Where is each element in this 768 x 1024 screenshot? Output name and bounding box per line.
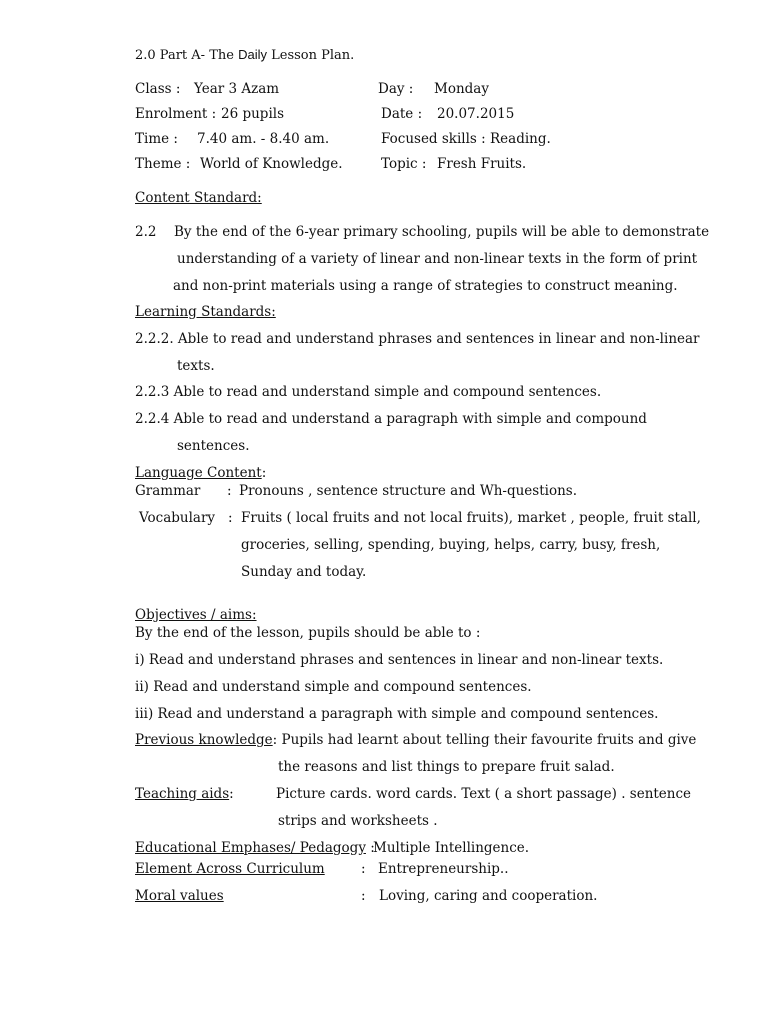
grammar-value: Pronouns , sentence structure and Wh-questions. (239, 483, 578, 499)
page-title: 2.0 Part A- The Daily Lesson Plan. (135, 47, 355, 63)
learning-standard-item: 2.2.4 Able to read and understand a paragraph with simple and compound (135, 411, 647, 427)
learning-standard-item: texts. (177, 358, 215, 374)
element-across-colon: : (361, 861, 366, 877)
theme-value: World of Knowledge. (200, 156, 343, 172)
moral-values-value: Loving, caring and cooperation. (379, 888, 598, 904)
element-across-value: Entrepreneurship.. (378, 861, 509, 877)
learning-standard-item: 2.2.3 Able to read and understand simple and compound sentences. (135, 384, 602, 400)
moral-values-colon: : (361, 888, 366, 904)
content-standard-line: and non-print materials using a range of strategies to construct meaning. (173, 278, 678, 294)
objectives-intro: By the end of the lesson, pupils should be able to : (135, 625, 481, 641)
enrolment-value: 26 pupils (221, 106, 285, 122)
content-standard-line: By the end of the 6-year primary schooling, pupils will be able to demonstrate (174, 224, 710, 240)
time-value: 7.40 am. - 8.40 am. (197, 131, 330, 147)
objective-item: iii) Read and understand a paragraph with simple and compound sentences. (135, 706, 659, 722)
vocabulary-line: Fruits ( local fruits and not local fruits), market , people, fruit stall, (241, 510, 701, 526)
date-label: Date : (381, 106, 423, 122)
day-value: Monday (434, 81, 489, 97)
focused-skills-label: Focused skills : (381, 131, 486, 147)
previous-knowledge: Previous knowledge: Pupils had learnt about telling their favourite fruits and give (135, 732, 697, 748)
theme-label: Theme : (135, 156, 191, 172)
teaching-aids-label: Teaching aids: (135, 786, 234, 802)
objectives-heading: Objectives / aims: (135, 607, 257, 623)
content-standard-line: understanding of a variety of linear and non-linear texts in the form of print (177, 251, 698, 267)
content-standard-number: 2.2 (135, 224, 157, 240)
language-content-heading: Language Content: (135, 465, 267, 481)
focused-skills-value: Reading. (490, 131, 551, 147)
objective-item: ii) Read and understand simple and compound sentences. (135, 679, 532, 695)
learning-standard-item: sentences. (177, 438, 250, 454)
moral-values-label: Moral values (135, 888, 224, 904)
objective-item: i) Read and understand phrases and sentences in linear and non-linear texts. (135, 652, 664, 668)
topic-label: Topic : (381, 156, 427, 172)
grammar-colon: : (227, 483, 232, 499)
vocabulary-line: groceries, selling, spending, buying, helps, carry, busy, fresh, (241, 537, 661, 553)
time-label: Time : (135, 131, 178, 147)
grammar-label: Grammar (135, 483, 201, 499)
teaching-aids-line: strips and worksheets . (278, 813, 438, 829)
educational-emphases: Educational Emphases/ Pedagogy : (135, 840, 375, 856)
element-across-label: Element Across Curriculum (135, 861, 325, 877)
enrolment-label: Enrolment : (135, 106, 217, 122)
class-value: Year 3 Azam (194, 81, 280, 97)
topic-value: Fresh Fruits. (437, 156, 527, 172)
vocabulary-label: Vocabulary (139, 510, 216, 526)
learning-standards-heading: Learning Standards: (135, 304, 276, 320)
date-value: 20.07.2015 (437, 106, 515, 122)
educational-emphases-value: Multiple Intellingence. (373, 840, 530, 856)
day-label: Day : (378, 81, 414, 97)
previous-knowledge-line: the reasons and list things to prepare fruit salad. (278, 759, 615, 775)
learning-standard-item: 2.2.2. Able to read and understand phrases and sentences in linear and non-linear (135, 331, 700, 347)
content-standard-heading: Content Standard: (135, 190, 262, 206)
vocabulary-colon: : (228, 510, 233, 526)
class-label: Class : (135, 81, 181, 97)
vocabulary-line: Sunday and today. (241, 564, 367, 580)
teaching-aids-line: Picture cards. word cards. Text ( a short passage) . sentence (276, 786, 692, 802)
